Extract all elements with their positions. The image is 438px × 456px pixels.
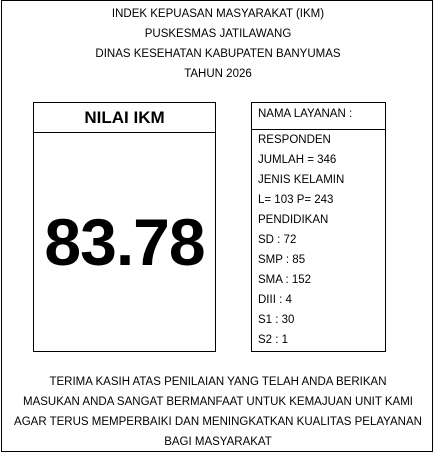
footer-line-3: AGAR TERUS MEMPERBAIKI DAN MENINGKATKAN KUALITAS PELAYANAN (14, 416, 422, 428)
education-row-s1: S1 : 30 (258, 314, 295, 326)
ikm-score-value: 83.78 (44, 205, 205, 279)
header-title: INDEK KEPUASAN MASYARAKAT (IKM) (111, 8, 325, 20)
respondent-info-box (251, 102, 386, 352)
service-name-label: NAMA LAYANAN : (252, 103, 385, 130)
respondent-total: JUMLAH = 346 (258, 154, 337, 166)
ikm-score-title: NILAI IKM (34, 103, 215, 133)
header-institution: PUSKESMAS JATILAWANG (144, 28, 292, 40)
footer-line-4: BAGI MASYARAKAT (164, 436, 272, 448)
education-label: PENDIDIKAN (258, 214, 329, 226)
header-year: TAHUN 2026 (184, 68, 252, 80)
document-header (0, 4, 436, 84)
footer-line-1: TERIMA KASIH ATAS PENILAIAN YANG TELAH ANDA BERIKAN (49, 376, 387, 388)
education-row-sd: SD : 72 (258, 234, 297, 246)
respondent-info-list (252, 130, 385, 350)
footer-line-2: MASUKAN ANDA SANGAT BERMANFAAT UNTUK KEMAJUAN UNIT KAMI (22, 396, 413, 408)
education-row-smp: SMP : 85 (258, 254, 306, 266)
education-row-diii: DIII : 4 (258, 294, 292, 306)
gender-label: JENIS KELAMIN (258, 174, 345, 186)
thank-you-message (0, 372, 436, 452)
education-row-sma: SMA : 152 (258, 274, 312, 286)
header-department: DINAS KESEHATAN KABUPATEN BANYUMAS (95, 48, 341, 60)
ikm-score-box (33, 102, 216, 352)
education-row-s2: S2 : 1 (258, 334, 289, 346)
gender-counts: L= 103 P= 243 (258, 194, 334, 206)
respondent-label: RESPONDEN (258, 134, 331, 146)
